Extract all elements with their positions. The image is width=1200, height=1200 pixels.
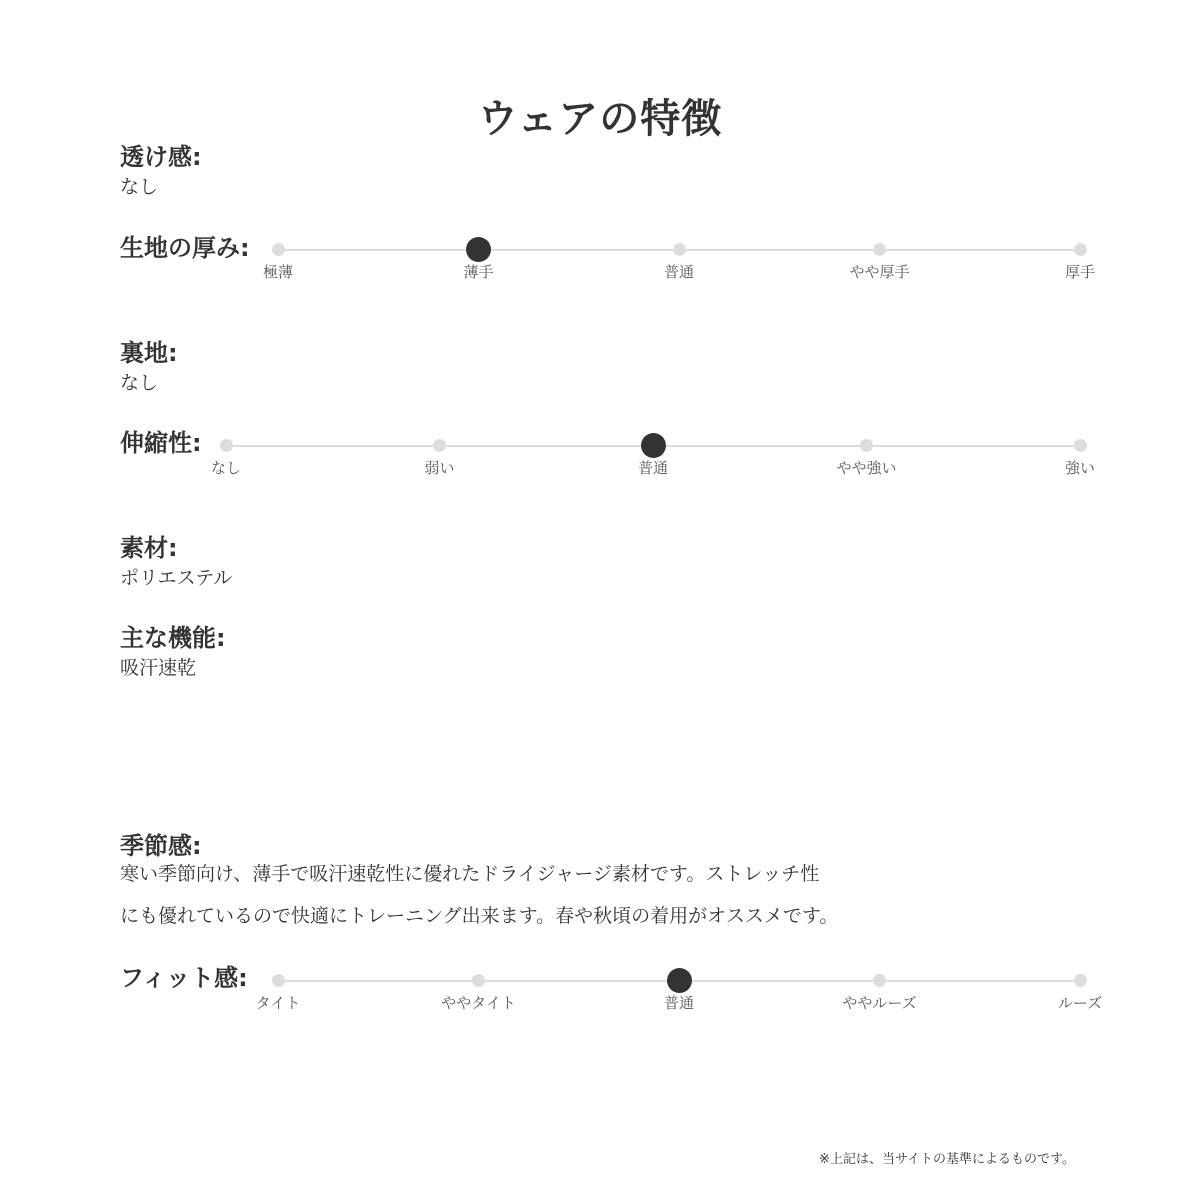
- scale-dot-selected: [667, 968, 692, 993]
- function-value: 吸汗速乾: [120, 657, 197, 679]
- scale-option-label: 強い: [1064, 459, 1096, 477]
- scale-dot: [860, 439, 873, 452]
- scale-dot: [272, 974, 285, 987]
- season-label: 季節感:: [120, 832, 202, 860]
- scale-dot-selected: [641, 433, 666, 458]
- season-line: 寒い季節向け、薄手で吸汗速乾性に優れたドライジャージ素材です。ストレッチ性: [120, 863, 820, 885]
- scale-dot: [873, 974, 886, 987]
- sheer-value: なし: [120, 176, 159, 198]
- scale-option-label: ややルーズ: [842, 994, 917, 1012]
- function-label: 主な機能:: [120, 624, 226, 652]
- season-line: にも優れているので快適にトレーニング出来ます。春や秋頃の着用がオススメです。: [120, 905, 839, 927]
- scale-dot-selected: [466, 237, 491, 262]
- scale-dot: [1074, 974, 1087, 987]
- material-label: 素材:: [120, 534, 178, 562]
- scale-dot: [472, 974, 485, 987]
- scale-dot: [673, 243, 686, 256]
- scale-dot: [433, 439, 446, 452]
- scale-dot: [1074, 243, 1087, 256]
- scale-option-label: 薄手: [463, 263, 494, 281]
- thickness-scale: [262, 249, 1096, 289]
- scale-option-label: 厚手: [1064, 263, 1096, 281]
- scale-dot: [220, 439, 233, 452]
- scale-dot: [272, 243, 285, 256]
- fit-scale: [255, 980, 1103, 1020]
- scale-option-label: やや厚手: [849, 263, 910, 281]
- scale-option-label: ルーズ: [1057, 994, 1103, 1012]
- scale-option-label: ややタイト: [441, 994, 516, 1012]
- scale-option-label: やや強い: [836, 459, 897, 477]
- thickness-label: 生地の厚み:: [120, 234, 250, 262]
- scale-option-label: 普通: [663, 263, 695, 281]
- page-title: ウェアの特徴: [477, 95, 723, 142]
- scale-dot: [873, 243, 886, 256]
- scale-option-label: 極薄: [262, 263, 294, 281]
- scale-option-label: 普通: [663, 994, 695, 1012]
- scale-option-label: タイト: [255, 994, 301, 1012]
- scale-option-label: 弱い: [424, 459, 455, 477]
- material-value: ポリエステル: [120, 567, 233, 589]
- fit-label: フィット感:: [120, 964, 248, 992]
- lining-value: なし: [120, 372, 159, 394]
- scale-option-label: なし: [210, 459, 242, 477]
- footnote: ※上記は、当サイトの基準によるものです。: [819, 1152, 1075, 1167]
- lining-label: 裏地:: [120, 339, 178, 367]
- scale-dot: [1074, 439, 1087, 452]
- scale-option-label: 普通: [637, 459, 669, 477]
- stretch-scale: [210, 445, 1096, 485]
- sheer-label: 透け感:: [120, 143, 202, 171]
- season-description: [120, 853, 920, 937]
- stretch-label: 伸縮性:: [120, 429, 202, 457]
